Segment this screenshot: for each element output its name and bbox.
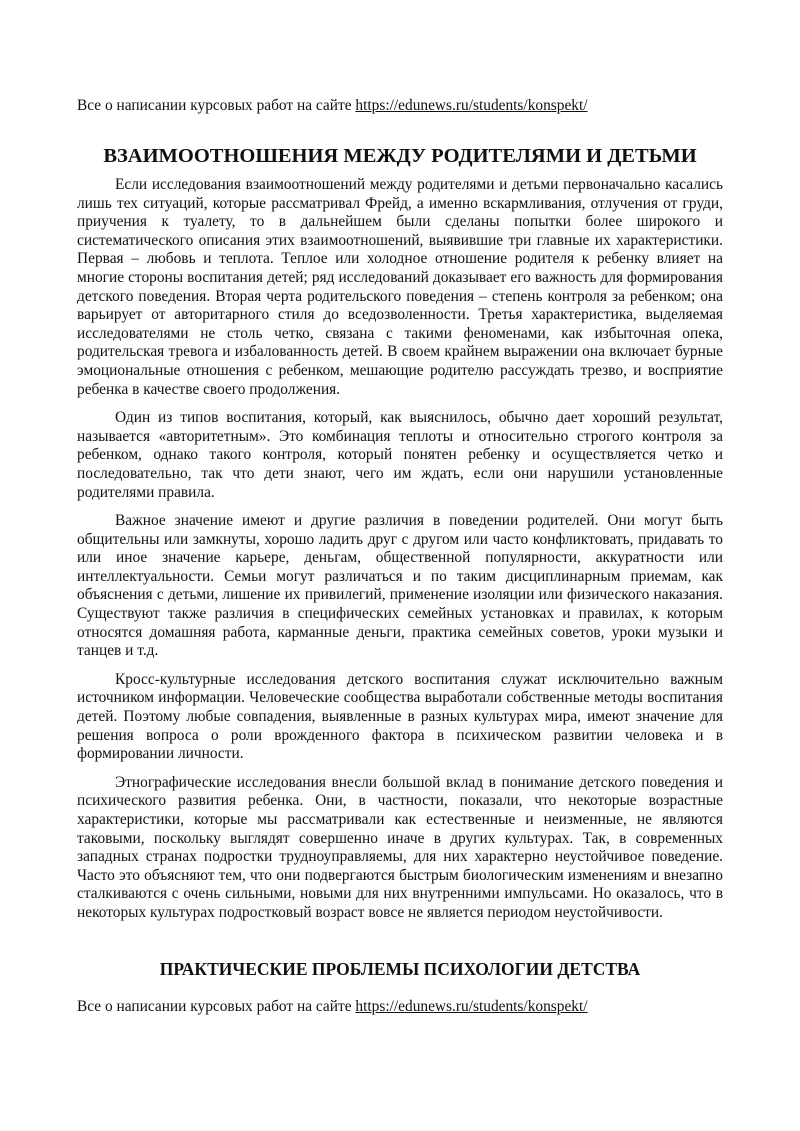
footer-text: Все о написании курсовых работ на сайте [77, 998, 356, 1015]
header-site-link[interactable]: https://edunews.ru/students/konspekt/ [355, 97, 588, 114]
section-title: ПРАКТИЧЕСКИЕ ПРОБЛЕМЫ ПСИХОЛОГИИ ДЕТСТВА [159, 959, 641, 979]
paragraph-2: Один из типов воспитания, который, как выяснилось, обычно дает хороший результат, называется «авторитетным». Это комбинация теплоты и относительно строгого контроля за ребенком, однако такого контроля, который понятен ребенку и осуществляется четко и последовательно, так что дети знают, чего им ждать, если они нарушили установленные родителями правила. [77, 409, 723, 501]
paragraph-3: Важное значение имеют и другие различия в поведении родителей. Они могут быть общительны или замкнуты, хорошо ладить друг с другом или часто конфликтовать, придавать то или иное значение карьере, деньгам, общественной популярности, аккуратности или интеллектуальности. Семьи могут различаться и по таким дисциплинарным приемам, как объяснения с детьми, лишение их привилегий, применение изоляции или физического наказания. Существуют также различия в специфических семейных установках и правилах, к которым относятся домашняя работа, карманные деньги, практика семейных советов, уроки музыки и танцев и т.д. [77, 512, 723, 660]
paragraph-5: Этнографические исследования внесли большой вклад в понимание детского поведения и психического развития ребенка. Они, в частности, показали, что некоторые возрастные характеристики, которые мы рассматривали как естественные и неизменные, не являются таковыми, поскольку выглядят совершенно иначе в других культурах. Так, в современных западных странах подростки трудноуправляемы, для них характерно неустойчивое поведение. Часто это объясняют тем, что они подвергаются быстрым биологическим изменениям и внезапно сталкиваются с очень сильными, новыми для них внутренними импульсами. Но оказалось, что в некоторых культурах подростковый возраст вовсе не является периодом неустойчивости. [77, 773, 723, 921]
paragraph-1: Если исследования взаимоотношений между родителями и детьми первоначально касались лишь тех ситуаций, которые рассматривал Фрейд, а именно вскармливания, отлучения от груди, приучения к туалету, то в дальнейшем были сделаны попытки более широкого и систематического описания этих взаимоотношений, выявившие три главные их характеристики. Первая – любовь и теплота. Теплое или холодное отношение родителя к ребенку влияет на многие стороны воспитания детей; ряд исследований доказывает его важность для формирования детского поведения. Вторая черта родительского поведения – степень контроля за ребенком; она варьирует от авторитарного стиля до вседозволенности. Третья характеристика, выделяемая исследователями не столь четко, связана с такими феноменами, как избыточная опека, родительская тревога и избалованность детей. В своем крайнем выражении она включает бурные эмоциональные отношения с ребенком, мешающие родителю рассуждать трезво, и восприятие ребенка в качестве своего продолжения. [77, 176, 723, 398]
document-page [77, 0, 723, 1131]
header-text: Все о написании курсовых работ на сайте [77, 97, 356, 114]
document-body [77, 176, 723, 933]
page-header [77, 96, 723, 116]
paragraph-4: Кросс-культурные исследования детского воспитания служат исключительно важным источником информации. Человеческие сообщества выработали собственные методы воспитания детей. Поэтому любые совпадения, выявленные в разных культурах мира, имеют значение для решения вопроса о роли врожденного фактора в психическом развитии человека и в формировании личности. [77, 670, 723, 763]
page-footer [77, 997, 723, 1017]
document-title: ВЗАИМООТНОШЕНИЯ МЕЖДУ РОДИТЕЛЯМИ И ДЕТЬМИ [103, 145, 697, 167]
footer-site-link[interactable]: https://edunews.ru/students/konspekt/ [355, 998, 588, 1015]
